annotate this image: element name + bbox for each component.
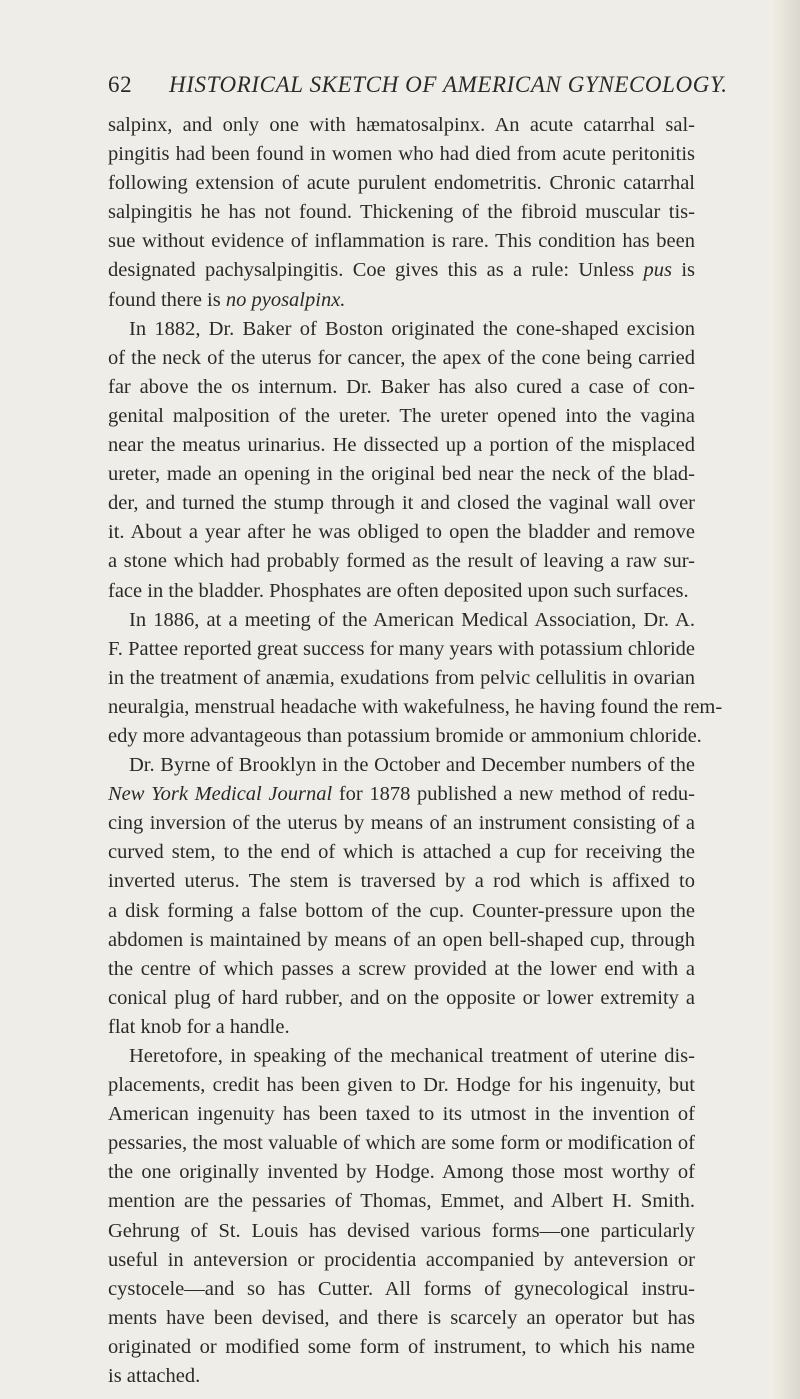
page-edge-shadow xyxy=(772,0,800,1399)
text-line xyxy=(108,286,695,315)
text-line: Gehrung of St. Louis has devised various forms—one particularly xyxy=(108,1219,695,1242)
text-line: face in the bladder. Phosphates are often deposited upon such surfaces. xyxy=(108,579,689,602)
paragraph-start-line: In 1882, Dr. Baker of Boston originated the cone-shaped excision xyxy=(129,317,695,340)
text-line xyxy=(108,780,695,809)
text-line: inverted uterus. The stem is traversed by a rod which is affixed to xyxy=(108,870,695,893)
text-line: ments have been devised, and there is scarcely an operator but has xyxy=(108,1306,695,1329)
text-line xyxy=(108,256,695,285)
paragraph-start-line: In 1886, at a meeting of the American Medical Association, Dr. A. xyxy=(129,608,695,631)
text-line: neuralgia, menstrual headache with wakefulness, he having found the rem- xyxy=(108,695,723,718)
text-line: following extension of acute purulent endometritis. Chronic catarrhal xyxy=(108,172,695,195)
text-segment: designated pachysalpingitis. Coe gives this as a rule: Unless xyxy=(108,259,635,282)
text-line: pingitis had been found in women who had died from acute peritonitis xyxy=(108,143,695,166)
text-line: a stone which had probably formed as the result of leaving a raw sur- xyxy=(108,550,695,573)
italic-term: pus xyxy=(643,259,672,282)
text-line: conical plug of hard rubber, and on the opposite or lower extremity a xyxy=(108,986,695,1009)
text-line: salpinx, and only one with hæmatosalpinx. An acute catarrhal sal- xyxy=(108,114,695,136)
paragraph-start-line: Dr. Byrne of Brooklyn in the October and December numbers of the xyxy=(129,754,695,777)
text-line: far above the os internum. Dr. Baker has also cured a case of con- xyxy=(108,375,695,398)
text-line: American ingenuity has been taxed to its utmost in the invention of xyxy=(108,1103,695,1126)
paragraph-start-line: Heretofore, in speaking of the mechanical treatment of uterine dis- xyxy=(129,1045,695,1067)
text-line: is attached. xyxy=(108,1365,201,1388)
text-line: F. Pattee reported great success for many years with potassium chloride xyxy=(108,637,695,660)
text-segment: is xyxy=(681,259,696,282)
text-line: a disk forming a false bottom of the cup. Counter-pressure upon the xyxy=(108,899,695,922)
journal-title: New York Medical Journal xyxy=(108,783,333,806)
text-segment: found there is xyxy=(108,288,221,311)
text-line: cystocele—and so has Cutter. All forms of gynecological instru- xyxy=(108,1277,695,1300)
text-line: mention are the pessaries of Thomas, Emmet, and Albert H. Smith. xyxy=(108,1190,695,1213)
running-head: HISTORICAL SKETCH OF AMERICAN GYNECOLOGY. xyxy=(169,72,728,97)
text-line: cing inversion of the uterus by means of an instrument consisting of a xyxy=(108,812,695,835)
page-header xyxy=(108,72,728,102)
text-segment: for 1878 published a new method of redu- xyxy=(338,783,695,806)
text-line: der, and turned the stump through it and closed the vaginal wall over xyxy=(108,492,695,515)
page-number: 62 xyxy=(108,72,133,97)
text-line: ureter, made an opening in the original bed near the neck of the blad- xyxy=(108,463,695,486)
text-line: flat knob for a handle. xyxy=(108,1015,290,1038)
text-line: of the neck of the uterus for cancer, the apex of the cone being carried xyxy=(108,346,695,369)
text-line: pessaries, the most valuable of which are some form or modification of xyxy=(108,1132,695,1155)
text-line: the one originally invented by Hodge. Among those most worthy of xyxy=(108,1161,695,1184)
text-line: originated or modified some form of instrument, to which his name xyxy=(108,1335,695,1358)
text-line: edy more advantageous than potassium bromide or ammonium chloride. xyxy=(108,724,702,747)
text-line: genital malposition of the ureter. The ureter opened into the vagina xyxy=(108,404,695,427)
text-line: in the treatment of anæmia, exudations from pelvic cellulitis in ovarian xyxy=(108,666,695,689)
text-line: placements, credit has been given to Dr. Hodge for his ingenuity, but xyxy=(108,1074,695,1097)
body-text xyxy=(108,111,723,1391)
text-line: sue without evidence of inflammation is rare. This condition has been xyxy=(108,230,695,253)
text-line: it. About a year after he was obliged to open the bladder and remove xyxy=(108,521,695,544)
text-line: abdomen is maintained by means of an open bell-shaped cup, through xyxy=(108,928,695,951)
text-line: the centre of which passes a screw provided at the lower end with a xyxy=(108,957,695,980)
italic-term: no pyosalpinx. xyxy=(225,288,346,311)
text-line: near the meatus urinarius. He dissected up a portion of the misplaced xyxy=(108,434,695,457)
text-line: salpingitis he has not found. Thickening of the fibroid muscular tis- xyxy=(108,201,695,224)
text-line: curved stem, to the end of which is attached a cup for receiving the xyxy=(108,841,695,864)
text-line: useful in anteversion or procidentia accompanied by anteversion or xyxy=(108,1248,695,1271)
